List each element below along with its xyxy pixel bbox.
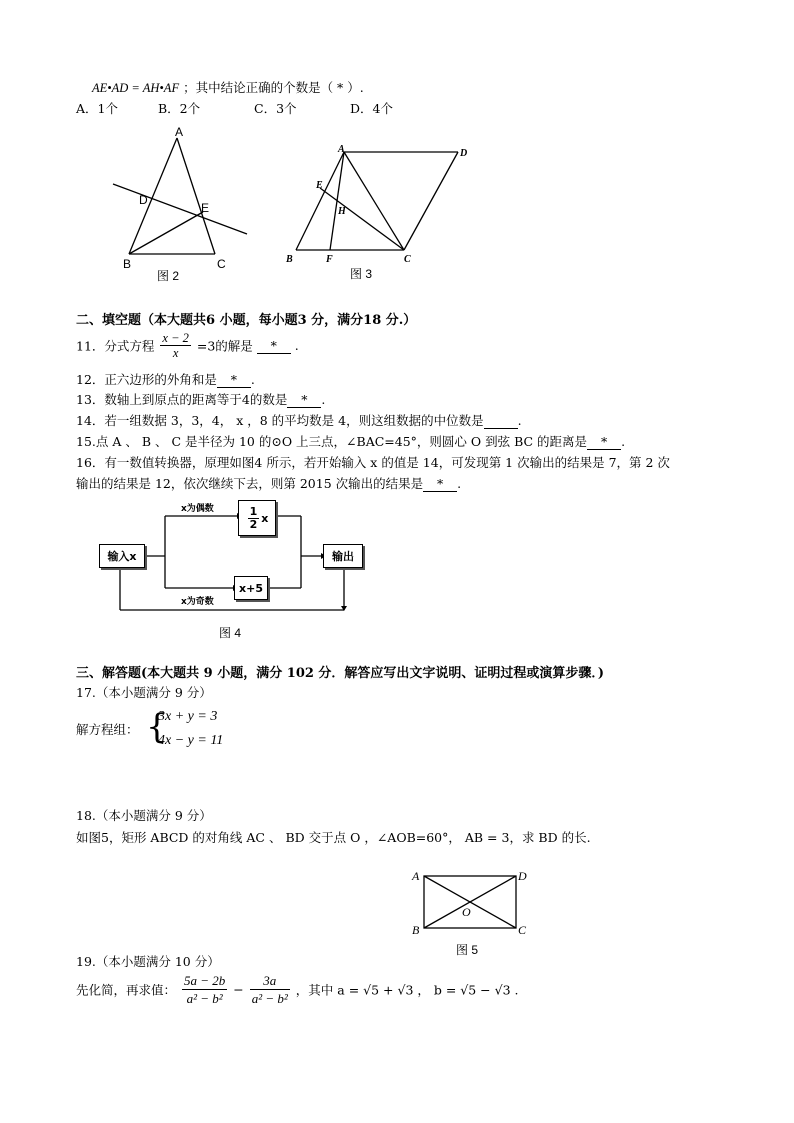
fig3-point-c: C — [404, 254, 411, 265]
fig2-point-e: E — [201, 201, 210, 215]
q19-suffix: ，其中 a = √5 + √3 ， b = √5 − √3 . — [295, 982, 519, 998]
q10-continuation — [92, 78, 364, 96]
q14-end: . — [517, 413, 522, 428]
fig3-label: 图 3 — [350, 267, 373, 281]
q15-end: . — [621, 434, 626, 449]
fig2-point-d: D — [139, 193, 148, 207]
q19-fraction-2-denominator: a² − b² — [251, 991, 288, 1006]
figure-3 — [280, 140, 480, 285]
q11-fraction — [160, 331, 190, 360]
fig3-point-h: H — [338, 206, 346, 217]
q17-brace: { — [146, 707, 168, 747]
question-16-line-2 — [76, 474, 461, 492]
q11-answer-blank: * — [257, 338, 291, 354]
q10-option-d: D．4个 — [350, 101, 393, 116]
half-fraction — [248, 506, 260, 531]
fig2-point-c: C — [217, 257, 226, 271]
figure-5 — [408, 866, 528, 960]
q19-fraction-2 — [250, 972, 290, 1007]
q10-option-c: C．3个 — [254, 101, 297, 116]
fig2-point-b: B — [123, 257, 132, 271]
question-18: 如图5，矩形 ABCD 的对角线 AC 、 BD 交于点 O ，∠AOB=60°， AB = 3，求 BD 的长. — [76, 830, 591, 845]
q17-prefix: 解方程组： — [76, 722, 139, 737]
plus-five-box: x+5 — [234, 576, 268, 600]
q15-answer-blank: * — [587, 434, 621, 450]
q12-end: . — [250, 372, 255, 387]
half-x-box — [238, 500, 276, 536]
q14-text: 14．若一组数据 3，3，4， x ，8 的平均数是 4，则这组数据的中位数是 — [76, 413, 484, 428]
q10-option-a: A．1个 — [76, 101, 118, 116]
question-15 — [76, 432, 625, 450]
fig5-point-c: C — [518, 923, 527, 937]
question-13 — [76, 390, 325, 408]
odd-branch-label: x为奇数 — [181, 597, 214, 607]
half-denominator: 2 — [249, 517, 258, 531]
q13-end: . — [321, 392, 326, 407]
fig3-point-b: B — [286, 254, 293, 265]
fig3-point-f: F — [326, 254, 333, 265]
q10-question: ；其中结论正确的个数是（ * ）. — [183, 80, 364, 95]
fig4-label: 图 4 — [219, 626, 242, 640]
figure-4 — [95, 498, 365, 643]
fig2-point-a: A — [175, 126, 184, 139]
q10-equation: AE•AD = AH•AF — [92, 81, 180, 95]
q11-suffix: =3的解是 — [196, 338, 253, 354]
question-12 — [76, 370, 255, 388]
q19-fraction-2-numerator: 3a — [250, 972, 290, 990]
q15-text: 15.点 A 、 B 、 C 是半径为 10 的⊙O 上三点，∠BAC=45°，则圆心 O 到弦 BC 的距离是 — [76, 434, 588, 449]
q11-prefix: 11．分式方程 — [76, 338, 155, 354]
fig3-point-e: E — [316, 180, 323, 191]
question-19 — [76, 972, 518, 1007]
q10-option-b: B．2个 — [158, 101, 201, 116]
section-3-title: 三、解答题(本大题共 9 小题，满分 102 分．解答应写出文字说明、证明过程或演算步骤．) — [76, 666, 605, 681]
q12-answer-blank: * — [217, 372, 251, 388]
fig3-point-a: A — [338, 144, 345, 155]
q11-denominator: x — [172, 346, 179, 360]
q11-end: . — [294, 338, 299, 353]
q19-fraction-1 — [182, 972, 227, 1007]
input-box: 输入x — [99, 544, 145, 568]
q19-minus: − — [233, 982, 244, 997]
q16-text: 输出的结果是 12，依次继续下去，则第 2015 次输出的结果是 — [76, 476, 424, 491]
question-11 — [76, 331, 299, 360]
q19-header: 19.（本小题满分 10 分） — [76, 954, 220, 969]
figure-2 — [105, 126, 255, 286]
fig3-point-d: D — [460, 148, 468, 159]
q19-fraction-1-denominator: a² − b² — [186, 991, 223, 1006]
q19-prefix: 先化简，再求值： — [76, 982, 177, 998]
q17-header: 17.（本小题满分 9 分） — [76, 685, 212, 700]
q13-answer-blank: * — [287, 392, 321, 408]
fig5-point-o: O — [462, 905, 471, 919]
fig5-point-a: A — [412, 869, 420, 883]
q16-answer-blank: * — [423, 476, 457, 492]
question-14 — [76, 411, 522, 429]
fig5-point-d: D — [518, 869, 527, 883]
q12-text: 12．正六边形的外角和是 — [76, 372, 217, 387]
q14-answer-blank — [484, 413, 518, 429]
fig5-point-b: B — [412, 923, 420, 937]
q16-end: . — [457, 476, 462, 491]
q19-fraction-1-numerator: 5a − 2b — [184, 973, 226, 988]
q11-numerator: x − 2 — [162, 331, 189, 345]
q18-header: 18.（本小题满分 9 分） — [76, 808, 212, 823]
q10-options — [76, 99, 393, 117]
q17-equation-2: 4x − y = 11 — [158, 733, 224, 748]
fig2-label: 图 2 — [157, 269, 180, 283]
half-x-variable: x — [261, 511, 269, 525]
output-box: 输出 — [323, 544, 363, 568]
even-branch-label: x为偶数 — [181, 504, 214, 514]
fig5-label: 图 5 — [456, 943, 479, 957]
q17-equation-1: 3x + y = 3 — [158, 709, 218, 724]
half-numerator: 1 — [249, 504, 258, 518]
q13-text: 13．数轴上到原点的距离等于4的数是 — [76, 392, 288, 407]
question-16-line-1: 16．有一数值转换器，原理如图4 所示，若开始输入 x 的值是 14，可发现第 1 次输出的结果是 7，第 2 次 — [76, 455, 670, 470]
section-2-title: 二、填空题（本大题共6 小题，每小题3 分，满分18 分.） — [76, 313, 417, 328]
